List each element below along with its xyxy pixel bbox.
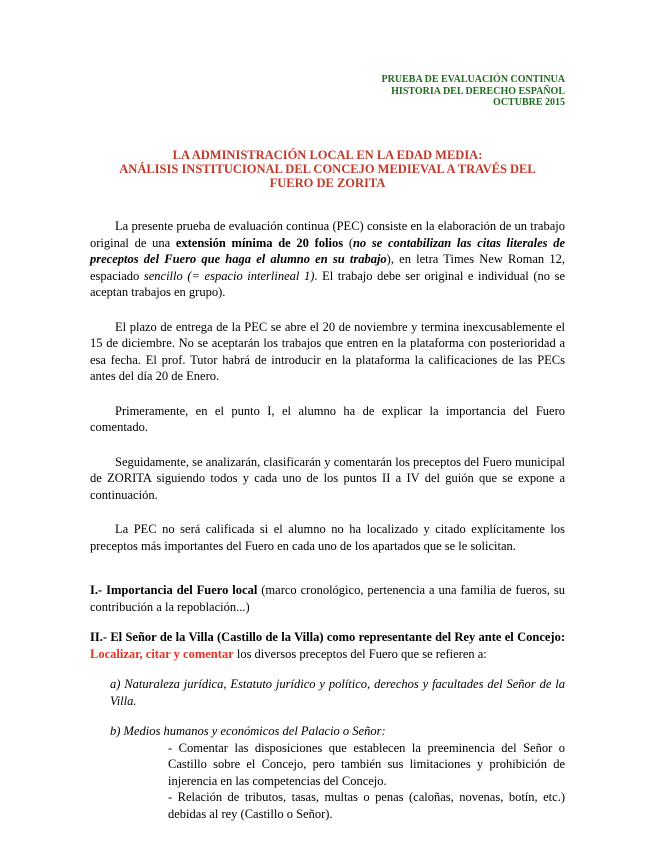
title-line-1: LA ADMINISTRACIÓN LOCAL EN LA EDAD MEDIA: — [172, 148, 483, 162]
point-one-paragraph: Primeramente, en el punto I, el alumno ha de explicar la importancia del Fuero comentado. — [90, 403, 565, 434]
section-two-highlight: Localizar, citar y comentar — [90, 646, 234, 661]
intro-citation-note: no se contabilizan las citas literales de preceptos del Fuero que haga el alumno en su trabajo — [90, 235, 565, 266]
intro-extension: extensión mínima de 20 folios — [175, 235, 344, 250]
intro-text-g: . El trabajo debe ser original e individual (no se aceptan trabajos en grupo). — [90, 268, 565, 299]
grading-paragraph: La PEC no será calificada si el alumno no ha localizado y citado explícitamente los preceptos más importantes del Fuero en cada uno de los apartados que se le solicitan. — [90, 522, 565, 553]
item-b: b) Medios humanos y económicos del Palacio o Señor: — [110, 724, 386, 738]
analysis-paragraph: Seguidamente, se analizarán, clasificarán y comentarán los preceptos del Fuero municipal de ZORITA siguiendo todos y cada uno de los puntos II a IV del guión que se expone a continuación. — [90, 454, 565, 502]
item-a: a) Naturaleza jurídica, Estatuto jurídico y político, derechos y facultades del Señor de la Villa. — [110, 677, 565, 708]
intro-spacing: sencillo (= espacio interlineal 1) — [143, 268, 315, 283]
intro-text-e: ), en letra Times New Roman 12, espaciado — [90, 252, 565, 283]
item-b-list — [90, 740, 565, 823]
deadline-paragraph: El plazo de entrega de la PEC se abre el 20 de noviembre y termina inexcusablemente el 15 de diciembre. No se aceptarán los trabajos que entren en la plataforma con posterioridad a esa fecha. El prof. Tutor habrá de introducir en la plataforma la calificaciones de las PECs antes del día 20 de Enero. — [90, 319, 565, 383]
item-b-entry-2: - Relación de tributos, tasas, multas o penas (caloñas, novenas, botín, etc.) debidas al rey (Castillo o Señor). — [168, 790, 565, 821]
section-one-heading: I.- Importancia del Fuero local — [90, 583, 258, 597]
intro-text-c: ( — [343, 235, 353, 250]
intro-paragraph — [90, 218, 565, 301]
document-title — [90, 148, 565, 190]
section-two-heading: II.- El Señor de la Villa (Castillo de la Villa) como representante del Rey ante el Concejo: — [90, 630, 565, 644]
section-two-text: los diversos preceptos del Fuero que se refieren a: — [233, 646, 487, 661]
document-body — [90, 218, 565, 822]
title-line-3: FUERO DE ZORITA — [269, 176, 386, 190]
section-one-text: (marco cronológico, pertenencia a una familia de fueros, su contribución a la repoblación...) — [90, 583, 565, 614]
header-line-3: OCTUBRE 2015 — [493, 97, 565, 108]
section-two — [90, 629, 565, 662]
header-line-1: PRUEBA DE EVALUACIÓN CONTINUA — [381, 74, 565, 85]
item-b-entry-1: - Comentar las disposiciones que establecen la preeminencia del Señor o Castillo sobre el Concejo, pero también sus limitaciones y prohibición de injerencia en las competencias del Concejo. — [168, 740, 565, 788]
section-one — [90, 582, 565, 615]
intro-text-a: La presente prueba de evaluación continua (PEC) consiste en la elaboración de un trabajo original de una — [90, 219, 565, 250]
title-line-2: ANÁLISIS INSTITUCIONAL DEL CONCEJO MEDIEVAL A TRAVÉS DEL — [119, 162, 536, 176]
course-header — [382, 74, 565, 109]
header-line-2: HISTORIA DEL DERECHO ESPAÑOL — [391, 85, 565, 97]
